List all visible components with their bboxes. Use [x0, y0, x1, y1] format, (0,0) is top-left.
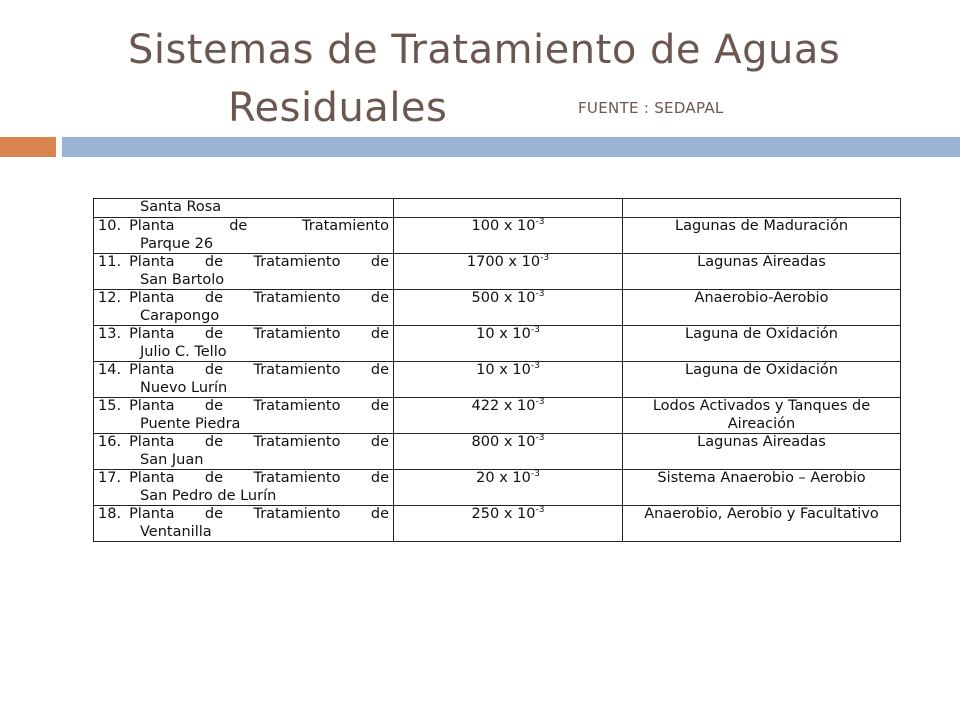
source-label: FUENTE : SEDAPAL: [578, 99, 724, 117]
flow-cell: [394, 254, 623, 290]
flow-value: 250 x 10: [471, 506, 536, 522]
plant-name-cell: [94, 506, 394, 542]
table-row: [94, 398, 901, 434]
plant-name-cell: [94, 199, 394, 218]
treatment-type: Anaerobio-Aerobio: [694, 290, 829, 306]
plant-name-line2: San Pedro de Lurín: [140, 487, 277, 504]
treatment-type: Laguna de Oxidación: [685, 326, 838, 342]
flow-value: 422 x 10: [471, 398, 536, 414]
treatment-type-cell: [623, 362, 901, 398]
flow-exponent: -3: [540, 253, 550, 263]
plant-name-line1: Planta de Tratamiento de: [129, 434, 389, 450]
flow-value: 500 x 10: [471, 290, 536, 306]
treatment-type: Lagunas Aireadas: [697, 254, 826, 270]
plant-number: 17.: [98, 470, 122, 486]
plant-name-cell: [94, 398, 394, 434]
type-cell: [623, 199, 901, 218]
flow-value: 20 x 10: [476, 470, 531, 486]
table-row: [94, 506, 901, 542]
flow-cell: [394, 362, 623, 398]
plant-name-line2: Nuevo Lurín: [140, 379, 228, 396]
flow-exponent: -3: [530, 469, 540, 479]
treatment-type: Lodos Activados y Tanques de Aireación: [652, 398, 871, 432]
table-row: [94, 254, 901, 290]
treatment-type: Lagunas Aireadas: [697, 434, 826, 450]
treatment-type-cell: [623, 290, 901, 326]
treatment-type: Anaerobio, Aerobio y Facultativo: [644, 506, 879, 522]
plant-number: 18.: [98, 506, 122, 522]
plant-name-cell: [94, 218, 394, 254]
flow-value: 100 x 10: [471, 218, 536, 234]
plant-name-cell: [94, 326, 394, 362]
plant-number: 12.: [98, 290, 122, 306]
plant-number: 10.: [98, 218, 122, 234]
plant-name-line2: Julio C. Tello: [140, 343, 227, 360]
plant-number: 15.: [98, 398, 122, 414]
treatment-type-cell: [623, 506, 901, 542]
plant-name-line1: Planta de Tratamiento de: [129, 290, 389, 306]
plant-name-line2: San Bartolo: [140, 271, 225, 288]
table-row: [94, 199, 901, 218]
plant-number: 14.: [98, 362, 122, 378]
plant-name-line2: Ventanilla: [140, 523, 212, 540]
flow-value: 800 x 10: [471, 434, 536, 450]
table-row: [94, 290, 901, 326]
plant-number: 11.: [98, 254, 122, 270]
treatment-type-cell: [623, 434, 901, 470]
accent-bar-orange: [0, 137, 56, 157]
plant-name-line2: Parque 26: [140, 235, 214, 252]
plant-name-line1: Planta de Tratamiento: [129, 218, 389, 234]
plant-name-cell: [94, 434, 394, 470]
plant-name-line1: Planta de Tratamiento de: [129, 506, 389, 522]
plant-name-cell: [94, 254, 394, 290]
flow-cell: [394, 199, 623, 218]
flow-value: 10 x 10: [476, 326, 531, 342]
table-row: [94, 326, 901, 362]
title-line-1: Sistemas de Tratamiento de Aguas: [128, 27, 841, 73]
plant-name-cell: [94, 470, 394, 506]
plant-name-line1: Planta de Tratamiento de: [129, 326, 389, 342]
treatment-type: Lagunas de Maduración: [674, 218, 849, 234]
treatment-type-cell: [623, 218, 901, 254]
flow-cell: [394, 326, 623, 362]
plant-number: 13.: [98, 326, 122, 342]
table-row: [94, 434, 901, 470]
table-row: [94, 470, 901, 506]
plant-name-cell: [94, 362, 394, 398]
flow-cell: [394, 470, 623, 506]
title-line-2: Residuales: [228, 85, 448, 131]
flow-exponent: -3: [535, 433, 545, 443]
plant-name: Santa Rosa: [140, 199, 222, 215]
flow-exponent: -3: [535, 217, 545, 227]
plant-name-line2: Carapongo: [140, 307, 220, 324]
plant-name-line1: Planta de Tratamiento de: [129, 362, 389, 378]
flow-cell: [394, 506, 623, 542]
treatment-plants-table: [93, 198, 901, 542]
plant-name-line2: Puente Piedra: [140, 415, 241, 432]
plant-name-line1: Planta de Tratamiento de: [129, 398, 389, 414]
treatment-type-cell: [623, 326, 901, 362]
flow-value: 10 x 10: [476, 362, 531, 378]
plant-name-line1: Planta de Tratamiento de: [129, 254, 389, 270]
flow-exponent: -3: [530, 361, 540, 371]
treatment-type-cell: [623, 470, 901, 506]
table-row: [94, 362, 901, 398]
flow-cell: [394, 290, 623, 326]
treatment-type: Sistema Anaerobio – Aerobio: [657, 470, 866, 486]
flow-cell: [394, 398, 623, 434]
treatment-type-cell: [623, 398, 901, 434]
accent-bar-blue: [62, 137, 960, 157]
flow-cell: [394, 218, 623, 254]
plant-name-line1: Planta de Tratamiento de: [129, 470, 389, 486]
plant-name-cell: [94, 290, 394, 326]
table-row: [94, 218, 901, 254]
flow-value: 1700 x 10: [466, 254, 541, 270]
plant-number: 16.: [98, 434, 122, 450]
treatment-type-cell: [623, 254, 901, 290]
treatment-type: Laguna de Oxidación: [685, 362, 838, 378]
flow-exponent: -3: [530, 325, 540, 335]
flow-cell: [394, 434, 623, 470]
plant-name-line2: San Juan: [140, 451, 204, 468]
flow-exponent: -3: [535, 505, 545, 515]
flow-exponent: -3: [535, 289, 545, 299]
flow-exponent: -3: [535, 397, 545, 407]
